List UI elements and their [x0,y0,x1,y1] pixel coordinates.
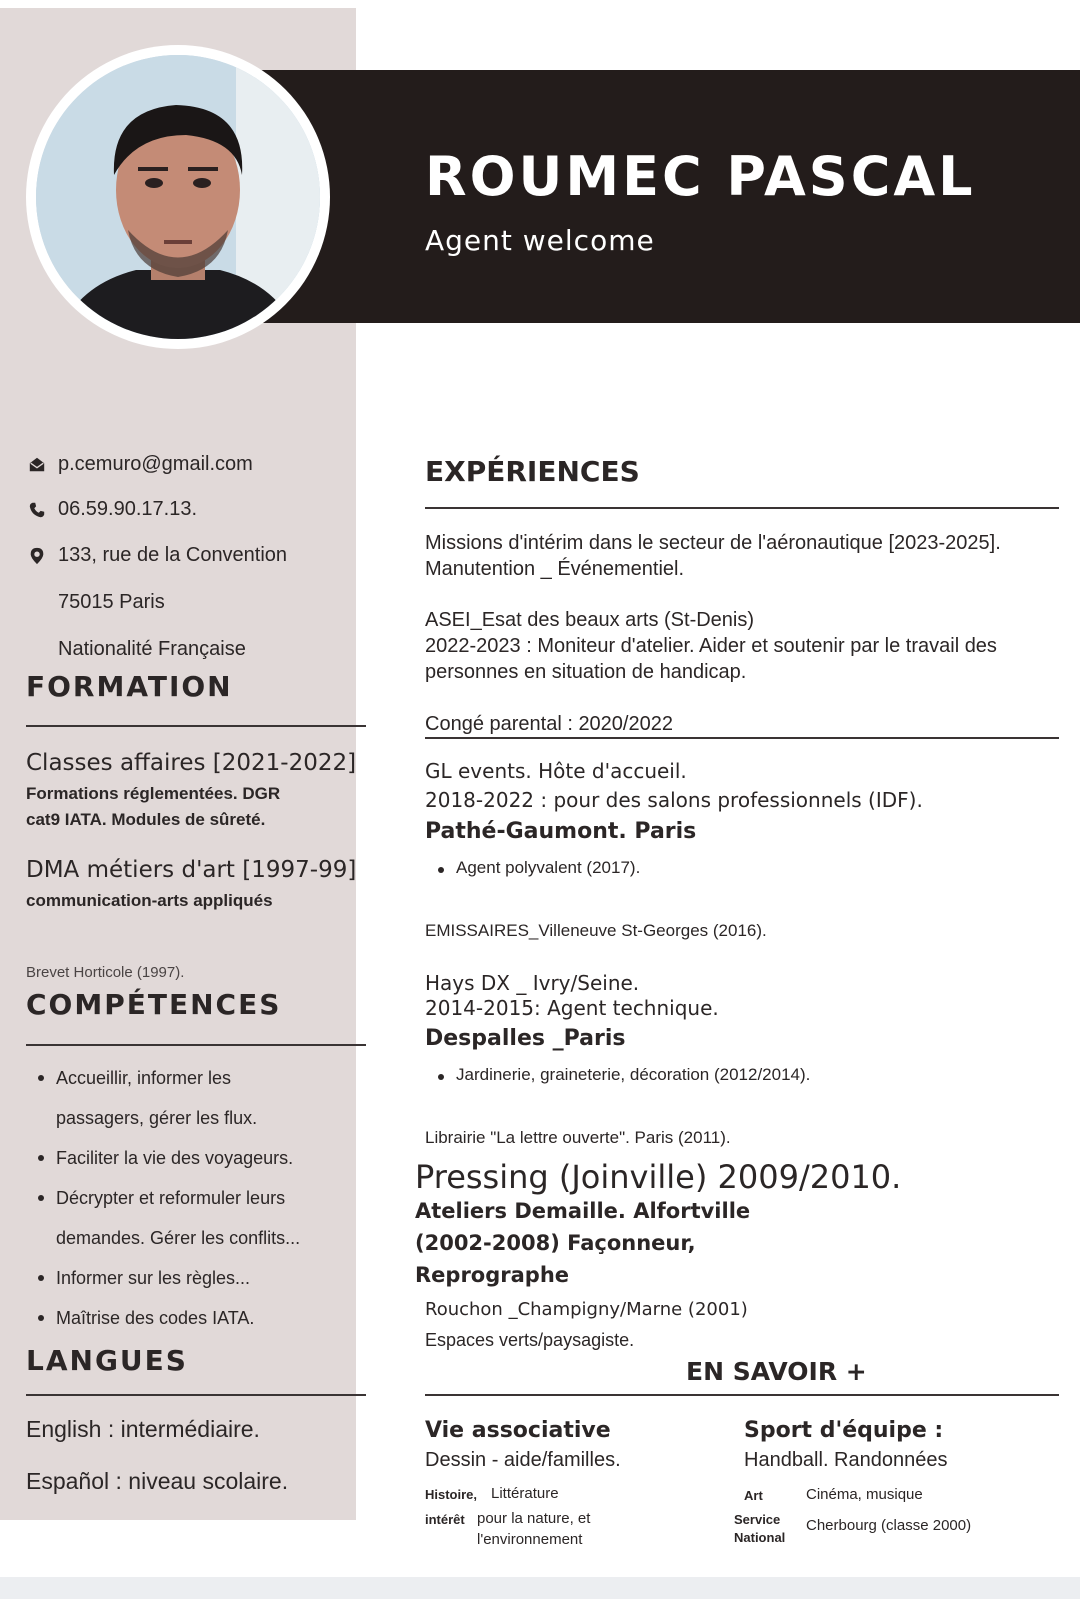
portrait-photo-icon [36,55,320,339]
competence-item: Maîtrise des codes IATA. [38,1298,300,1338]
exp3-divider [425,737,1059,739]
profile-photo [26,45,330,349]
exp5-title: Pathé-Gaumont. Paris [425,819,697,844]
language-espanol: Español : niveau scolaire. [26,1468,289,1494]
exp6: EMISSAIRES_Villeneuve St-Georges (2016). [425,921,767,940]
exp12-line1: Rouchon _Champigny/Marne (2001) [425,1299,748,1320]
envelope-icon [26,454,48,476]
histoire-value: Littérature [491,1485,559,1502]
formation-heading: FORMATION [26,670,233,703]
vie-associative-desc: Dessin - aide/familles. [425,1449,621,1471]
competences-list [38,1058,300,1338]
exp7-line2: 2014-2015: Agent technique. [425,996,719,1020]
formation-item3: Brevet Horticole (1997). [26,964,185,981]
exp11-line1: Ateliers Demaille. Alfortville [415,1199,751,1223]
service-label-line2: National [734,1530,786,1545]
exp2-line2: 2022-2023 : Moniteur d'atelier. Aider et soutenir par le travail des [425,635,997,657]
experiences-heading: EXPÉRIENCES [425,455,640,488]
exp2-line3: personnes en situation de handicap. [425,661,747,683]
formation-item2-title: DMA métiers d'art [1997-99] [26,857,357,883]
exp1-line2: Manutention _ Événementiel. [425,558,685,580]
service-label-line1: Service [734,1512,781,1527]
contact-email[interactable] [26,453,253,476]
competence-item: Faciliter la vie des voyageurs. [38,1138,300,1178]
interet-value-line1: pour la nature, et [477,1510,591,1527]
vie-associative-title: Vie associative [425,1418,611,1443]
exp10: Pressing (Joinville) 2009/2010. [415,1158,902,1196]
address-line2: 75015 Paris [58,591,165,613]
language-english: English : intermédiaire. [26,1416,260,1442]
formation-item1-desc2: cat9 IATA. Modules de sûreté. [26,810,266,829]
phone-text: 06.59.90.17.13. [58,498,198,520]
histoire-label: Histoire, [425,1487,478,1502]
savoir-heading: EN SAVOIR + [686,1357,867,1386]
job-title: Agent welcome [425,224,655,257]
exp9: Librairie "La lettre ouverte". Paris (2011). [425,1128,731,1147]
competences-divider [26,1044,366,1046]
experiences-divider [425,507,1059,509]
formation-item2-desc: communication-arts appliqués [26,891,273,910]
competence-item-cont: demandes. Gérer les conflits... [56,1228,301,1248]
exp5-bullet: Agent polyvalent (2017). [438,858,640,878]
exp2-line1: ASEI_Esat des beaux arts (St-Denis) [425,609,755,631]
competence-item: Informer sur les règles... [38,1258,300,1298]
formation-item1-title: Classes affaires [2021-2022] [26,750,357,776]
service-value: Cherbourg (classe 2000) [806,1517,972,1534]
exp4-line2: 2018-2022 : pour des salons professionnels (IDF). [425,788,923,812]
contact-phone[interactable] [26,498,197,521]
langues-divider [26,1394,366,1396]
candidate-name: ROUMEC PASCAL [425,145,976,208]
interet-label: intérêt [425,1512,465,1527]
email-text: p.cemuro@gmail.com [58,453,253,475]
langues-heading: LANGUES [26,1344,188,1377]
art-value: Cinéma, musique [806,1486,923,1503]
footer-bar [0,1577,1080,1599]
exp4-line1: GL events. Hôte d'accueil. [425,759,687,783]
exp11-line2: (2002-2008) Façonneur, [415,1231,696,1255]
exp3: Congé parental : 2020/2022 [425,713,673,735]
address-line1: 133, rue de la Convention [58,544,288,566]
formation-item1-desc1: Formations réglementées. DGR [26,784,281,803]
interet-value-line2: l'environnement [477,1531,583,1548]
sport-desc: Handball. Randonnées [744,1449,948,1471]
formation-divider [26,725,366,727]
nationality: Nationalité Française [58,638,246,660]
competence-item: Décrypter et reformuler leurs [38,1178,300,1218]
portrait-illustration [36,55,320,339]
competence-item-cont: passagers, gérer les flux. [56,1108,258,1128]
exp7-line1: Hays DX _ Ivry/Seine. [425,971,640,995]
exp12-line2: Espaces verts/paysagiste. [425,1330,635,1350]
contact-address [26,544,287,567]
competences-heading: COMPÉTENCES [26,988,282,1021]
competence-item: Accueillir, informer les [38,1058,300,1098]
savoir-divider [425,1394,1059,1396]
art-label: Art [744,1488,763,1503]
exp8-title: Despalles _Paris [425,1026,626,1051]
exp1-line1: Missions d'intérim dans le secteur de l'aéronautique [2023-2025]. [425,532,1001,554]
sport-title: Sport d'équipe : [744,1418,944,1443]
location-pin-icon [26,545,48,567]
exp11-line3: Reprographe [415,1263,570,1287]
exp8-bullet: Jardinerie, graineterie, décoration (2012/2014). [438,1065,810,1085]
phone-icon [26,499,48,521]
